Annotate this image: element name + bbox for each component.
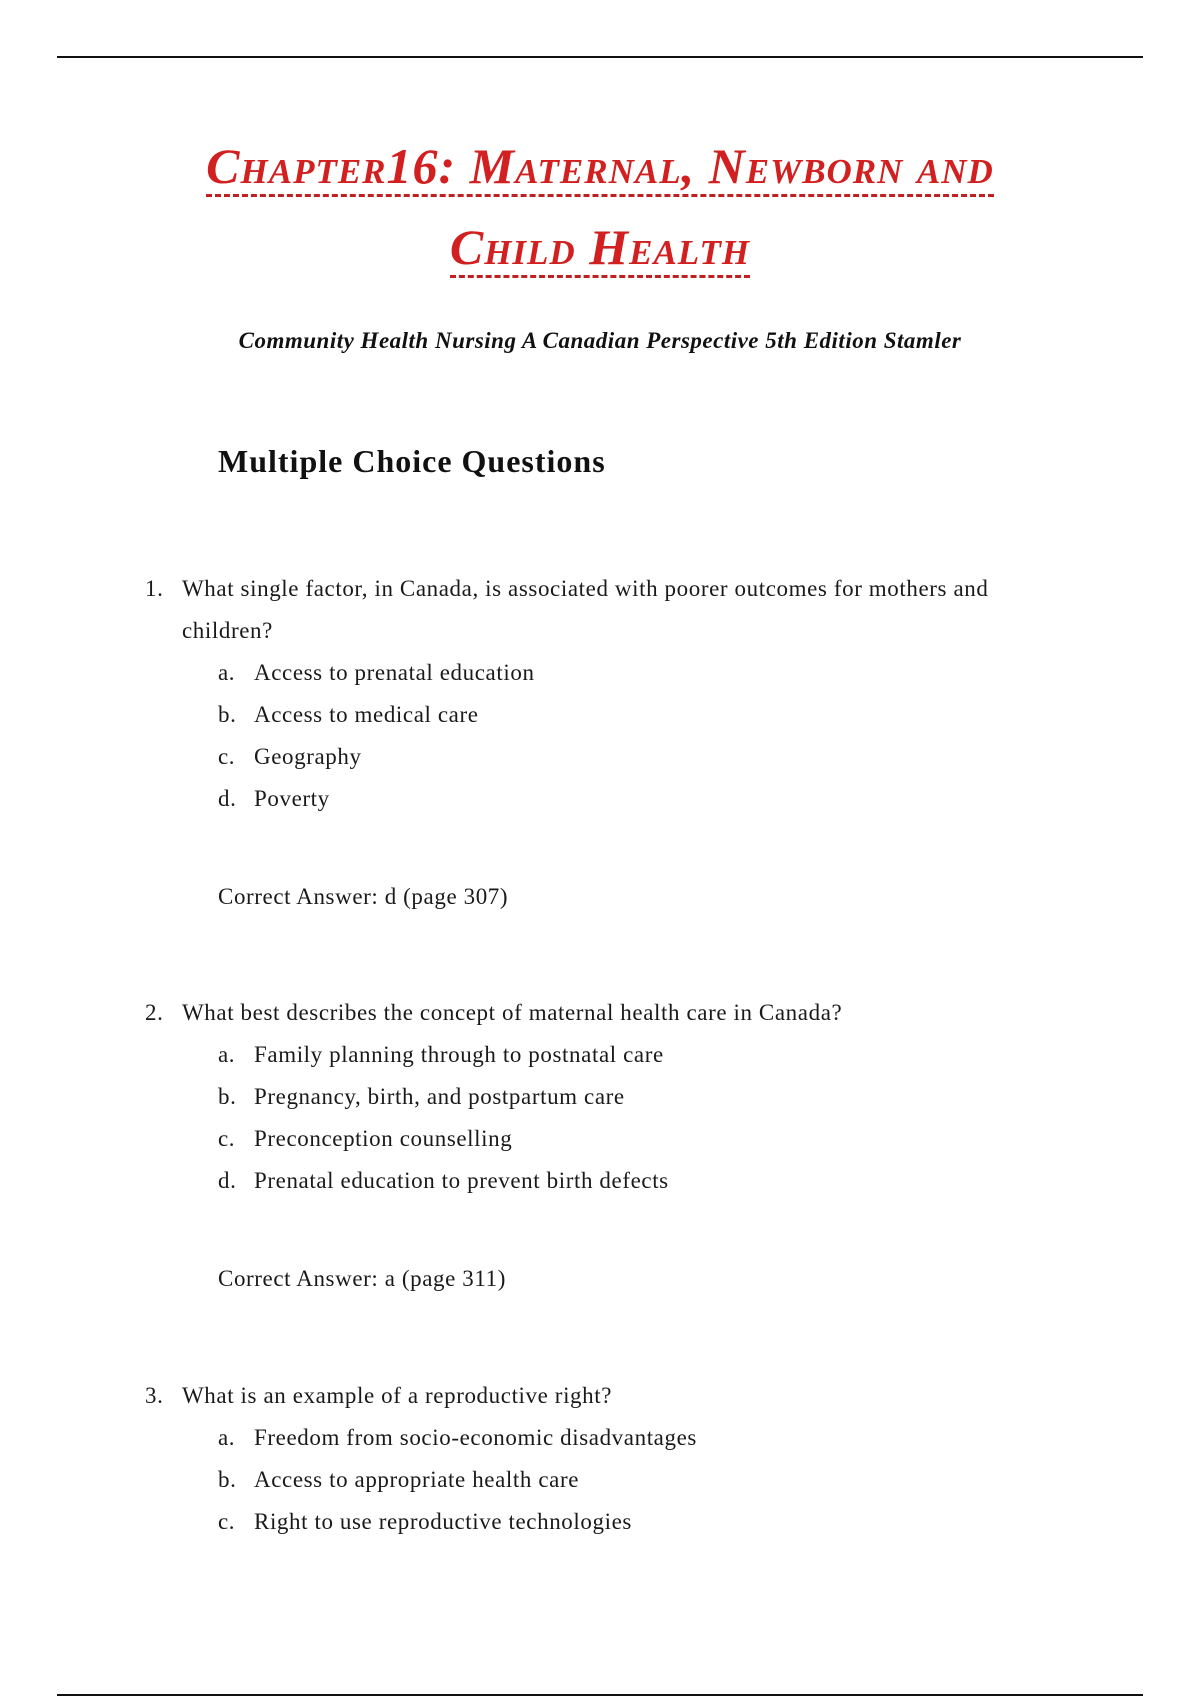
option-letter: b. [218, 702, 237, 727]
section-heading: Multiple Choice Questions [218, 443, 606, 479]
correct-answer: Correct Answer: a (page 311) [218, 1266, 507, 1291]
option-text: Poverty [254, 786, 330, 811]
option-letter: c. [218, 1509, 236, 1534]
option-text: Right to use reproductive technologies [254, 1509, 632, 1534]
option-letter: a. [218, 1425, 236, 1450]
question-text: What single factor, in Canada, is associated with poorer outcomes for mothers and children? [182, 576, 989, 643]
question-stem [145, 568, 1045, 652]
option-text: Pregnancy, birth, and postpartum care [254, 1084, 625, 1109]
option-b [218, 1076, 1045, 1118]
option-a [218, 1417, 1045, 1459]
option-c [218, 1118, 1045, 1160]
question-number: 2. [145, 1000, 164, 1025]
option-c [218, 1501, 1045, 1543]
option-d [218, 1160, 1045, 1202]
option-letter: a. [218, 660, 236, 685]
question-text: What best describes the concept of maternal health care in Canada? [182, 1000, 843, 1025]
book-subtitle: Community Health Nursing A Canadian Perspective 5th Edition Stamler [238, 328, 962, 353]
option-list [145, 1034, 1045, 1202]
question-1 [145, 568, 1045, 918]
option-text: Freedom from socio-economic disadvantages [254, 1425, 697, 1450]
option-text: Access to prenatal education [254, 660, 535, 685]
question-2 [145, 992, 1045, 1300]
option-letter: d. [218, 1168, 237, 1193]
option-letter: c. [218, 1126, 236, 1151]
option-text: Preconception counselling [254, 1126, 513, 1151]
option-letter: d. [218, 786, 237, 811]
question-stem [145, 992, 1045, 1034]
chapter-title-line-2: Child Health [450, 221, 750, 278]
option-text: Access to medical care [254, 702, 479, 727]
option-letter: a. [218, 1042, 236, 1067]
question-number: 1. [145, 576, 164, 601]
option-c [218, 736, 1045, 778]
option-letter: b. [218, 1467, 237, 1492]
question-stem [145, 1375, 1045, 1417]
option-list [145, 652, 1045, 820]
question-3 [145, 1375, 1045, 1543]
question-number: 3. [145, 1383, 164, 1408]
chapter-title-line-1: Chapter16: Maternal, Newborn and [206, 140, 994, 197]
correct-answer: Correct Answer: d (page 307) [218, 884, 509, 909]
option-a [218, 1034, 1045, 1076]
option-b [218, 694, 1045, 736]
option-text: Family planning through to postnatal care [254, 1042, 664, 1067]
option-d [218, 778, 1045, 820]
option-a [218, 652, 1045, 694]
option-list [145, 1417, 1045, 1543]
bottom-rule [57, 1694, 1143, 1696]
option-text: Geography [254, 744, 362, 769]
option-text: Access to appropriate health care [254, 1467, 580, 1492]
chapter-title [0, 140, 1200, 278]
option-letter: b. [218, 1084, 237, 1109]
option-text: Prenatal education to prevent birth defects [254, 1168, 669, 1193]
question-text: What is an example of a reproductive right? [182, 1383, 613, 1408]
option-letter: c. [218, 744, 236, 769]
top-rule [57, 56, 1143, 58]
option-b [218, 1459, 1045, 1501]
